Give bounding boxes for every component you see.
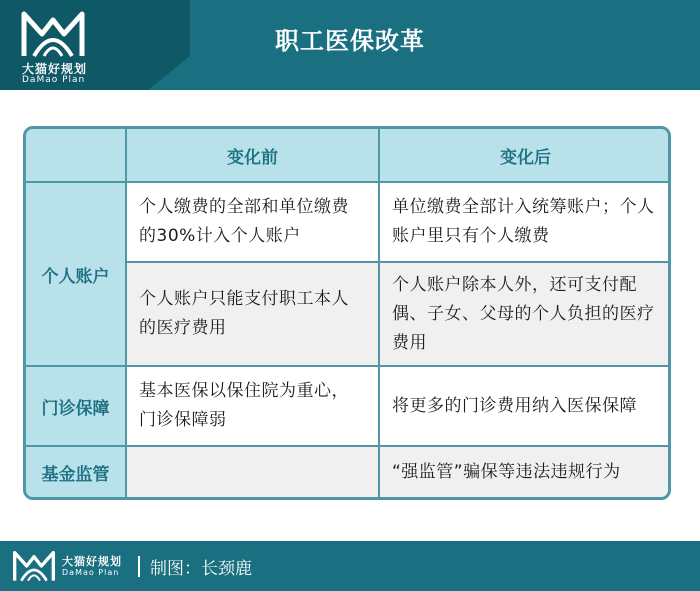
table-cell [127, 183, 380, 263]
logo-text-cn: 大猫好规划 [22, 62, 88, 76]
table-cell [380, 447, 671, 497]
table-cell [127, 263, 380, 367]
cat-logo-icon [12, 550, 56, 582]
table-cell [127, 367, 380, 447]
header-bar [0, 0, 700, 90]
comparison-table [23, 126, 671, 500]
footer-credit: 制图：长颈鹿 [150, 559, 252, 579]
table-cell [380, 263, 671, 367]
footer-bar [0, 541, 700, 591]
cell-text-before: 个人缴费的全部和单位缴费的30%计入个人账户 [139, 197, 349, 246]
cell-text-after: 单位缴费全部计入统筹账户；个人账户里只有个人缴费 [392, 197, 655, 246]
table-cell [127, 447, 380, 497]
table-corner-cell [26, 129, 127, 183]
cell-text-after: “强监管”骗保等违法违规行为 [392, 461, 621, 482]
row-header-outpatient [26, 367, 127, 447]
logo-text-en: DaMao Plan [22, 75, 86, 85]
column-header-label: 变化前 [227, 147, 278, 168]
cell-text-before: 个人账户只能支付职工本人的医疗费用 [139, 289, 349, 338]
footer-divider [138, 556, 140, 577]
cell-text-after: 将更多的门诊费用纳入医保保障 [392, 395, 637, 416]
table-cell [380, 367, 671, 447]
row-header-personal-account [26, 183, 127, 367]
table-cell [380, 183, 671, 263]
column-header-after [380, 129, 671, 183]
row-header-fund-supervision [26, 447, 127, 497]
cell-text-before: 基本医保以保住院为重心，门诊保障弱 [139, 381, 349, 430]
cell-text-after: 个人账户除本人外，还可支付配偶、子女、父母的个人负担的医疗费用 [392, 274, 655, 353]
footer-logo-text-en: DaMao Plan [62, 568, 120, 577]
footer-logo-text-cn: 大猫好规划 [62, 555, 122, 568]
row-header-label: 基金监管 [41, 464, 110, 485]
column-header-label: 变化后 [500, 147, 551, 168]
page-title: 职工医保改革 [275, 27, 425, 55]
row-header-label: 门诊保障 [41, 398, 110, 419]
row-header-label: 个人账户 [41, 266, 110, 287]
column-header-before [127, 129, 380, 183]
